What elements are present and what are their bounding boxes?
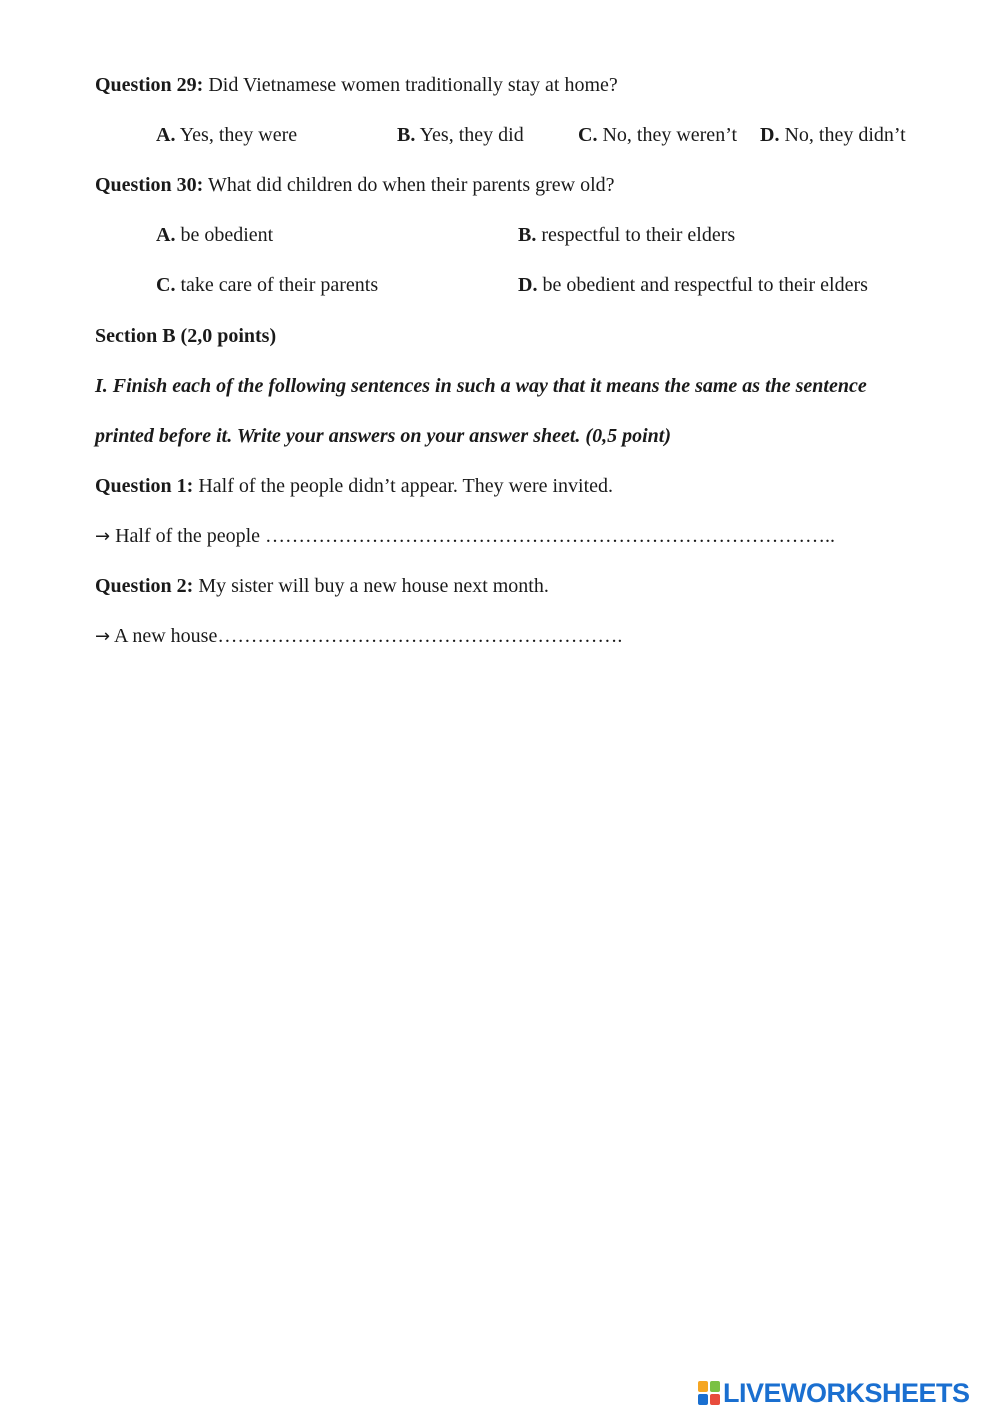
option-text: be obedient: [175, 224, 274, 246]
answer-blank[interactable]: …………………………………………………………………………..: [265, 525, 836, 547]
arrow-icon: →: [95, 526, 111, 547]
option-text: No, they didn’t: [779, 124, 906, 146]
question-text: What did children do when their parents grew old?: [203, 174, 615, 196]
option-c[interactable]: [578, 123, 737, 147]
section-heading: [95, 324, 276, 348]
option-b[interactable]: [518, 223, 735, 247]
logo-text: LIVEWORKSHEETS: [723, 1377, 970, 1408]
option-d[interactable]: [760, 123, 906, 147]
option-letter: D.: [518, 274, 538, 296]
option-letter: C.: [156, 274, 176, 296]
option-text: take care of their parents: [175, 274, 379, 296]
option-text: Yes, they were: [175, 124, 298, 146]
option-text: respectful to their elders: [536, 224, 736, 246]
question-1: [95, 474, 613, 498]
question-30: [95, 173, 615, 197]
option-letter: A.: [156, 124, 176, 146]
logo-tile: [698, 1394, 708, 1405]
option-c[interactable]: [156, 273, 378, 297]
question-text: Half of the people didn’t appear. They were invited.: [193, 475, 614, 497]
question-text: My sister will buy a new house next month.: [193, 575, 549, 597]
answer-lead: Half of the people: [115, 525, 261, 547]
option-letter: B.: [518, 224, 537, 246]
question-label: Question 2:: [95, 575, 194, 597]
instruction-line-1: I. Finish each of the following sentences in such a way that it means the same as the sentence: [95, 375, 867, 397]
arrow-icon: →: [95, 626, 111, 647]
option-text: Yes, they did: [415, 124, 524, 146]
question-label: Question 30:: [95, 174, 204, 196]
answer-blank[interactable]: …………………………………………………….: [217, 625, 623, 647]
option-letter: A.: [156, 224, 176, 246]
logo-tile: [698, 1381, 708, 1392]
option-letter: C.: [578, 124, 598, 146]
question-2: [95, 574, 549, 598]
option-a[interactable]: [156, 223, 273, 247]
question-text: Did Vietnamese women traditionally stay at home?: [203, 74, 618, 96]
option-letter: D.: [760, 124, 780, 146]
question-label: Question 1:: [95, 475, 194, 497]
section-title: Section B (2,0 points): [95, 325, 277, 347]
option-a[interactable]: [156, 123, 297, 147]
logo-tile: [710, 1381, 720, 1392]
answer-line-2[interactable]: [95, 624, 622, 649]
logo-tile: [710, 1394, 720, 1405]
answer-line-1[interactable]: [95, 524, 835, 549]
option-letter: B.: [397, 124, 416, 146]
question-29: [95, 73, 618, 97]
instruction-line-2: printed before it. Write your answers on your answer sheet. (0,5 point): [95, 425, 671, 447]
option-b[interactable]: [397, 123, 524, 147]
option-d[interactable]: [518, 273, 868, 297]
option-text: No, they weren’t: [597, 124, 738, 146]
liveworksheets-logo: [698, 1379, 970, 1407]
option-text: be obedient and respectful to their elders: [537, 274, 868, 296]
logo-icon: [698, 1381, 720, 1405]
question-label: Question 29:: [95, 74, 204, 96]
answer-lead: A new house: [114, 625, 218, 647]
